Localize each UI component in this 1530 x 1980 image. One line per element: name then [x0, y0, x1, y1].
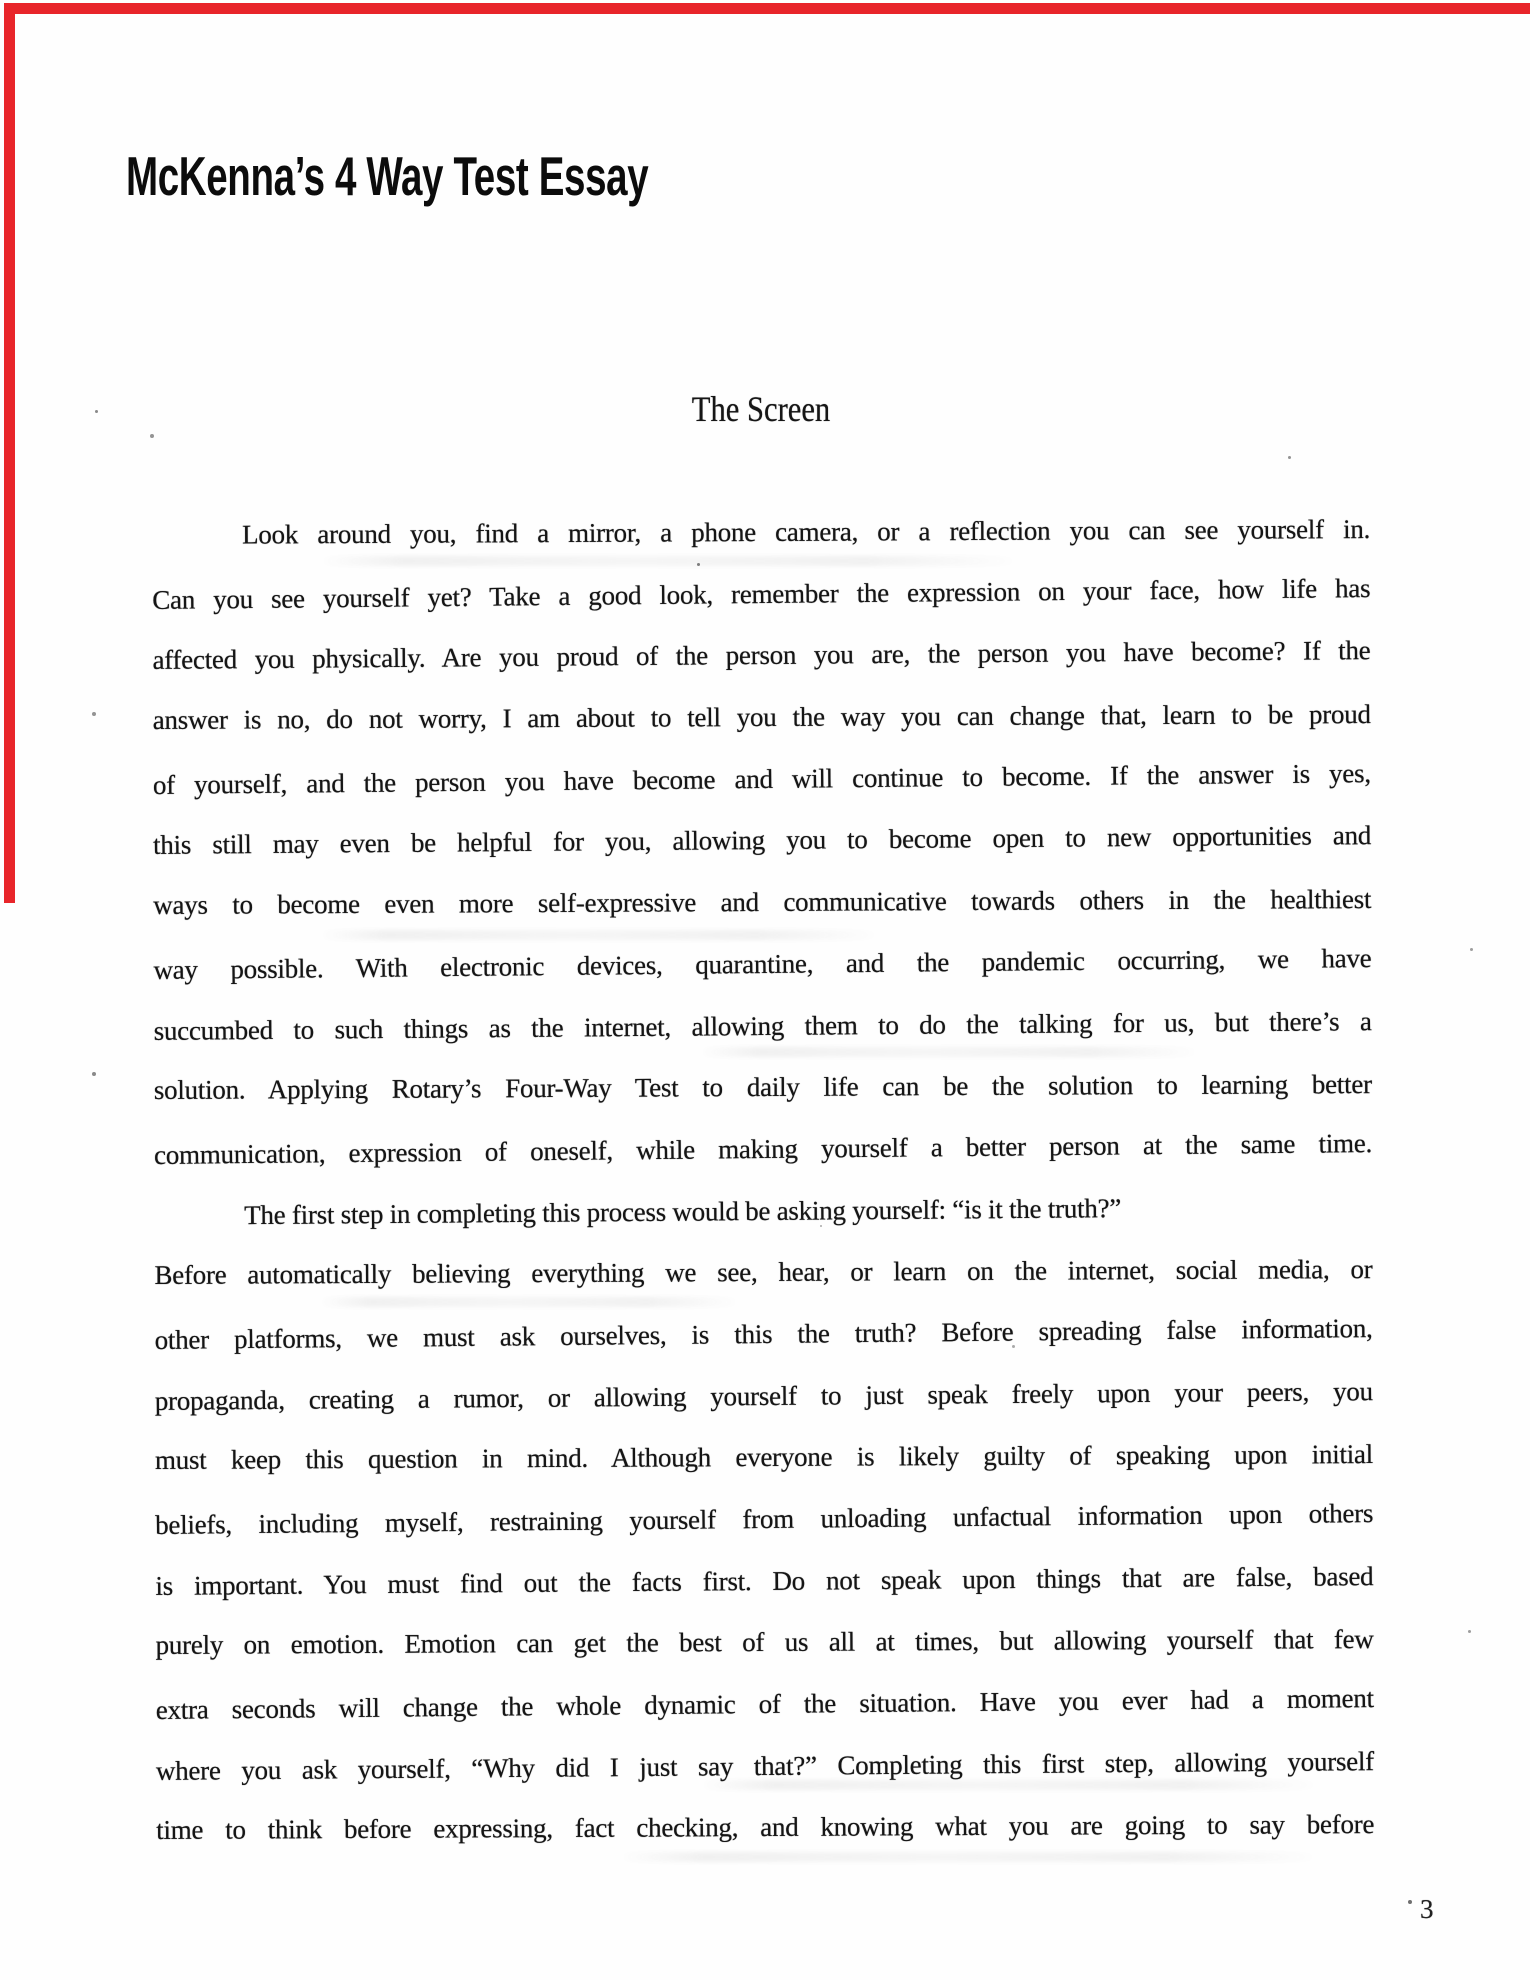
essay-line: The first step in completing this process would be asking yourself: “is it the truth?” — [244, 1192, 1122, 1230]
essay-line: answer is no, do not worry, I am about to tell you the way you can change that, learn to be proud — [152, 699, 1371, 736]
essay-line: beliefs, including myself, restraining yourself from unloading unfactual information upon others — [155, 1498, 1374, 1540]
bleed-through-smudge — [320, 556, 1020, 566]
scan-speck — [92, 1072, 96, 1076]
essay-line: way possible. With electronic devices, quarantine, and the pandemic occurring, we have — [153, 942, 1372, 985]
essay-line: of yourself, and the person you have become and will continue to become. If the answer is yes, — [152, 757, 1371, 800]
essay-line: must keep this question in mind. Although everyone is likely guilty of speaking upon initial — [154, 1439, 1374, 1476]
scan-speck — [1012, 1345, 1015, 1348]
scan-speck — [92, 712, 96, 716]
essay-line: other platforms, we must ask ourselves, is this the truth? Before spreading false information, — [154, 1312, 1373, 1355]
scan-speck — [1468, 1630, 1471, 1633]
essay-line: where you ask yourself, “Why did I just say that?” Completing this first step, allowing yourself — [155, 1745, 1375, 1786]
essay-line: is important. You must find out the facts first. Do not speak upon things that are false, based — [155, 1560, 1374, 1601]
essay-line: propaganda, creating a rumor, or allowing yourself to just speak freely upon your peers, you — [154, 1375, 1373, 1416]
bleed-through-smudge — [700, 1780, 1320, 1790]
scanner-edge-artifact-top — [9, 3, 1530, 14]
essay-line: ways to become even more self-expressive and communicative towards others in the healthiest — [153, 884, 1372, 921]
essay-heading: The Screen — [691, 389, 831, 429]
scan-speck — [1470, 948, 1473, 951]
essay-line: communication, expression of oneself, while making yourself a better person at the same time. — [153, 1127, 1373, 1170]
scan-speck — [1408, 1900, 1412, 1904]
essay-line: Can you see yourself yet? Take a good look, remember the expression on your face, how life has — [152, 572, 1371, 615]
essay-line: time to think before expressing, fact checking, and knowing what you are going to say before — [156, 1809, 1375, 1846]
page-title: McKenna’s 4 Way Test Essay — [126, 145, 649, 207]
bleed-through-smudge — [320, 1297, 740, 1307]
essay-line: affected you physically. Are you proud of the person you are, the person you have become? If the — [152, 635, 1371, 676]
bleed-through-smudge — [700, 1047, 1200, 1057]
scan-speck — [150, 434, 154, 438]
page-number: 3 — [1420, 1894, 1434, 1924]
essay-body — [152, 500, 1374, 1861]
essay-line: succumbed to such things as the internet, allowing them to do the talking for us, but there’s a — [153, 1005, 1372, 1046]
essay-line: Before automatically believing everything we see, hear, or learn on the internet, social media, or — [154, 1254, 1373, 1291]
essay-line: this still may even be helpful for you, allowing you to become open to new opportunities and — [152, 820, 1372, 861]
scan-speck — [95, 410, 98, 413]
essay-line: extra seconds will change the whole dynamic of the situation. Have you ever had a moment — [155, 1683, 1374, 1726]
scan-speck — [820, 1225, 822, 1227]
scan-speck — [1288, 456, 1291, 459]
bleed-through-smudge — [620, 1852, 1320, 1862]
bleed-through-smudge — [320, 930, 880, 940]
essay-line: purely on emotion. Emotion can get the best of us all at times, but allowing yourself that few — [155, 1624, 1374, 1661]
scanner-edge-artifact-left — [4, 3, 15, 903]
essay-line: Look around you, find a mirror, a phone camera, or a reflection you can see yourself in. — [242, 514, 1371, 550]
essay-line: solution. Applying Rotary’s Four-Way Test to daily life can be the solution to learning better — [153, 1069, 1372, 1106]
